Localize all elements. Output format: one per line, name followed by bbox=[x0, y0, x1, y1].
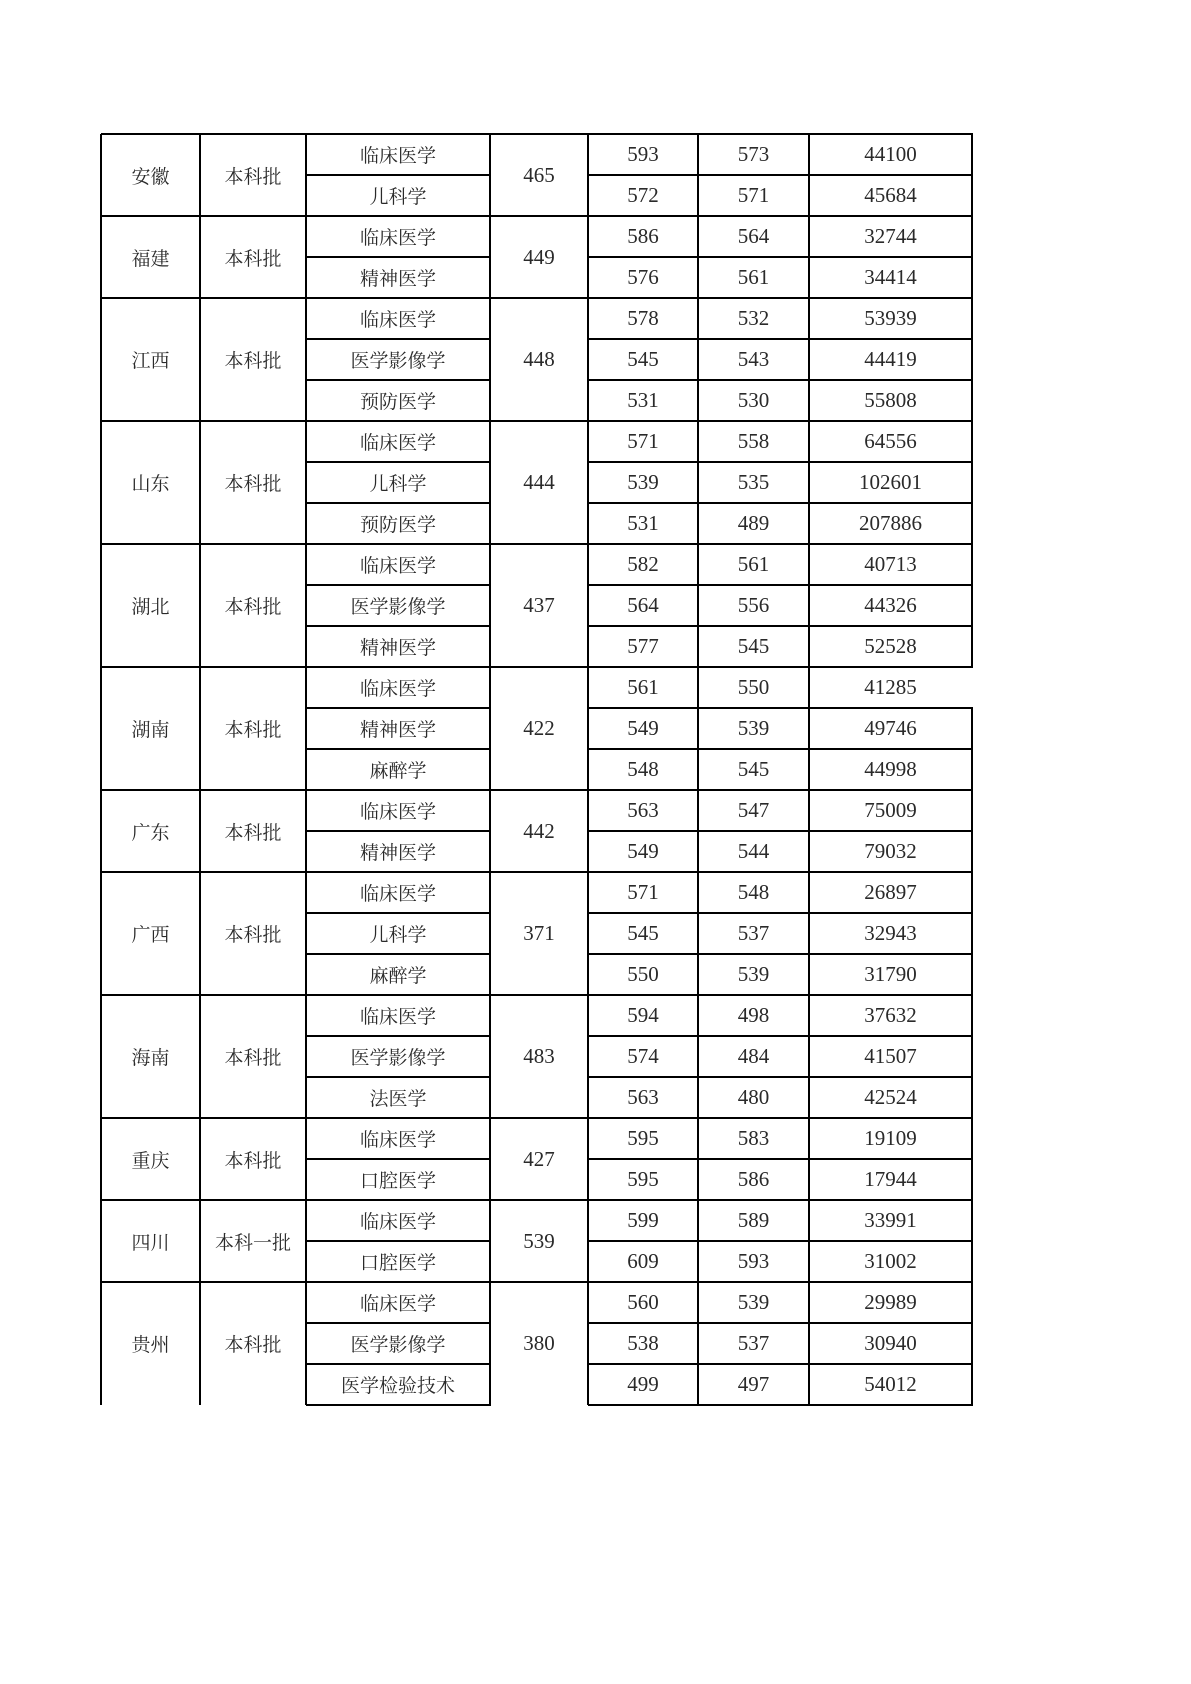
column-border bbox=[808, 667, 810, 790]
min-rank-cell: 31002 bbox=[864, 1249, 917, 1273]
min-score-cell: 545 bbox=[737, 757, 770, 781]
min-score-cell: 530 bbox=[737, 388, 770, 412]
column-border bbox=[489, 872, 491, 995]
control-line-cell: 427 bbox=[523, 1146, 555, 1171]
major-cell: 麻醉学 bbox=[369, 965, 427, 987]
column-border bbox=[305, 1282, 307, 1405]
major-cell: 临床医学 bbox=[359, 883, 436, 905]
min-rank-cell: 79032 bbox=[864, 839, 917, 863]
column-border bbox=[199, 134, 201, 216]
batch-cell: 本科批 bbox=[224, 821, 282, 844]
column-border bbox=[199, 872, 201, 995]
column-border bbox=[587, 1118, 589, 1200]
min-rank-cell: 45684 bbox=[864, 183, 917, 207]
column-border bbox=[100, 872, 102, 995]
max-score-cell: 561 bbox=[627, 675, 659, 699]
major-cell: 临床医学 bbox=[359, 432, 436, 454]
column-border bbox=[587, 134, 589, 216]
major-cell: 精神医学 bbox=[359, 637, 436, 659]
max-score-cell: 563 bbox=[627, 1085, 659, 1109]
column-border bbox=[587, 872, 589, 995]
min-score-cell: 561 bbox=[737, 552, 770, 576]
column-border bbox=[697, 216, 699, 298]
right-border bbox=[971, 872, 973, 995]
major-cell: 医学影像学 bbox=[350, 350, 446, 372]
row-separator bbox=[306, 1404, 491, 1406]
major-cell: 医学影像学 bbox=[350, 1047, 446, 1069]
min-rank-cell: 29989 bbox=[864, 1290, 917, 1314]
min-score-cell: 498 bbox=[737, 1003, 770, 1027]
major-cell: 口腔医学 bbox=[359, 1252, 436, 1274]
column-border bbox=[587, 298, 589, 421]
column-border bbox=[489, 1200, 491, 1282]
column-border bbox=[697, 667, 699, 790]
control-line-cell: 539 bbox=[523, 1228, 555, 1253]
column-border bbox=[199, 1200, 201, 1282]
control-line-cell: 444 bbox=[523, 470, 555, 494]
column-border bbox=[808, 1200, 810, 1282]
control-line-cell: 483 bbox=[523, 1044, 555, 1068]
min-rank-cell: 75009 bbox=[864, 798, 917, 822]
control-line-cell: 465 bbox=[523, 162, 555, 187]
right-border bbox=[971, 995, 973, 1118]
column-border bbox=[100, 1282, 102, 1405]
province-cell: 广西 bbox=[131, 924, 170, 946]
column-border bbox=[697, 298, 699, 421]
column-border bbox=[697, 134, 699, 216]
column-border bbox=[489, 1282, 491, 1405]
column-border bbox=[199, 1118, 201, 1200]
column-border bbox=[305, 1118, 307, 1200]
major-cell: 临床医学 bbox=[359, 1129, 436, 1151]
column-border bbox=[305, 216, 307, 298]
province-cell: 湖南 bbox=[131, 719, 170, 741]
min-score-cell: 593 bbox=[737, 1249, 770, 1273]
column-border bbox=[199, 1282, 201, 1405]
min-rank-cell: 30940 bbox=[864, 1331, 917, 1355]
column-border bbox=[808, 134, 810, 216]
major-cell: 医学影像学 bbox=[350, 596, 446, 618]
min-score-cell: 539 bbox=[737, 1290, 770, 1314]
column-border bbox=[489, 667, 491, 790]
column-border bbox=[489, 216, 491, 298]
major-cell: 临床医学 bbox=[359, 1293, 436, 1315]
province-cell: 福建 bbox=[131, 247, 170, 270]
min-score-cell: 547 bbox=[737, 798, 770, 822]
column-border bbox=[305, 995, 307, 1118]
major-cell: 临床医学 bbox=[359, 145, 436, 167]
right-border bbox=[971, 1118, 973, 1200]
column-border bbox=[697, 1200, 699, 1282]
column-border bbox=[808, 995, 810, 1118]
major-cell: 临床医学 bbox=[359, 227, 436, 249]
min-rank-cell: 207886 bbox=[859, 511, 922, 535]
column-border bbox=[587, 1282, 589, 1405]
min-rank-cell: 26897 bbox=[864, 880, 917, 904]
column-border bbox=[305, 872, 307, 995]
major-cell: 儿科学 bbox=[369, 473, 427, 495]
column-border bbox=[808, 298, 810, 421]
major-cell: 临床医学 bbox=[359, 678, 436, 700]
max-score-cell: 571 bbox=[627, 429, 659, 453]
max-score-cell: 549 bbox=[627, 839, 659, 863]
major-cell: 精神医学 bbox=[359, 719, 436, 741]
column-border bbox=[587, 790, 589, 872]
batch-cell: 本科批 bbox=[224, 1149, 282, 1172]
major-cell: 儿科学 bbox=[369, 186, 427, 208]
max-score-cell: 582 bbox=[627, 552, 659, 576]
column-border bbox=[100, 790, 102, 872]
max-score-cell: 609 bbox=[627, 1249, 659, 1273]
max-score-cell: 577 bbox=[627, 634, 659, 658]
min-score-cell: 573 bbox=[737, 142, 770, 166]
batch-cell: 本科批 bbox=[224, 247, 282, 270]
min-score-cell: 558 bbox=[737, 429, 770, 453]
row-separator bbox=[588, 1404, 973, 1406]
control-line-cell: 449 bbox=[523, 244, 555, 269]
min-rank-cell: 37632 bbox=[864, 1003, 917, 1027]
max-score-cell: 531 bbox=[627, 511, 659, 535]
column-border bbox=[808, 1282, 810, 1405]
max-score-cell: 595 bbox=[627, 1126, 659, 1150]
max-score-cell: 574 bbox=[627, 1044, 659, 1068]
province-cell: 广东 bbox=[131, 821, 170, 844]
max-score-cell: 545 bbox=[627, 921, 659, 945]
max-score-cell: 560 bbox=[627, 1290, 659, 1314]
column-border bbox=[100, 995, 102, 1118]
control-line-cell: 442 bbox=[523, 818, 555, 843]
column-border bbox=[305, 298, 307, 421]
column-border bbox=[697, 790, 699, 872]
right-border bbox=[971, 708, 973, 790]
batch-cell: 本科批 bbox=[224, 473, 282, 495]
min-rank-cell: 44100 bbox=[864, 142, 917, 166]
column-border bbox=[305, 134, 307, 216]
column-border bbox=[587, 544, 589, 667]
major-cell: 临床医学 bbox=[359, 801, 436, 823]
column-border bbox=[305, 790, 307, 872]
column-border bbox=[697, 995, 699, 1118]
batch-cell: 本科批 bbox=[224, 165, 282, 188]
column-border bbox=[199, 667, 201, 790]
column-border bbox=[489, 1118, 491, 1200]
column-border bbox=[100, 134, 102, 216]
batch-cell: 本科批 bbox=[224, 924, 282, 946]
column-border bbox=[697, 421, 699, 544]
major-cell: 儿科学 bbox=[369, 924, 427, 946]
control-line-cell: 422 bbox=[523, 716, 555, 740]
province-cell: 湖北 bbox=[131, 596, 170, 618]
major-cell: 预防医学 bbox=[359, 391, 436, 413]
column-border bbox=[305, 544, 307, 667]
min-rank-cell: 102601 bbox=[859, 470, 922, 494]
major-cell: 精神医学 bbox=[359, 268, 436, 290]
column-border bbox=[587, 995, 589, 1118]
min-score-cell: 539 bbox=[737, 962, 770, 986]
province-cell: 江西 bbox=[131, 350, 170, 372]
major-cell: 精神医学 bbox=[359, 842, 436, 864]
column-border bbox=[808, 216, 810, 298]
column-border bbox=[489, 790, 491, 872]
right-border bbox=[971, 1200, 973, 1282]
max-score-cell: 539 bbox=[627, 470, 659, 494]
column-border bbox=[305, 421, 307, 544]
min-score-cell: 535 bbox=[737, 470, 770, 494]
max-score-cell: 594 bbox=[627, 1003, 659, 1027]
batch-cell: 本科批 bbox=[224, 719, 282, 741]
max-score-cell: 571 bbox=[627, 880, 659, 904]
min-rank-cell: 34414 bbox=[864, 265, 917, 289]
right-border bbox=[971, 216, 973, 298]
column-border bbox=[100, 421, 102, 544]
column-border bbox=[489, 421, 491, 544]
column-border bbox=[808, 790, 810, 872]
column-border bbox=[587, 421, 589, 544]
min-rank-cell: 41507 bbox=[864, 1044, 917, 1068]
min-score-cell: 571 bbox=[737, 183, 770, 207]
control-line-cell: 371 bbox=[523, 921, 555, 945]
column-border bbox=[587, 1200, 589, 1282]
major-cell: 医学检验技术 bbox=[340, 1375, 455, 1397]
column-border bbox=[199, 790, 201, 872]
column-border bbox=[199, 216, 201, 298]
min-rank-cell: 17944 bbox=[864, 1167, 917, 1191]
min-rank-cell: 19109 bbox=[864, 1126, 917, 1150]
major-cell: 临床医学 bbox=[359, 555, 436, 577]
control-line-cell: 380 bbox=[523, 1331, 555, 1355]
right-border bbox=[971, 1282, 973, 1405]
column-border bbox=[808, 872, 810, 995]
right-border bbox=[971, 421, 973, 544]
province-cell: 山东 bbox=[131, 473, 170, 495]
min-rank-cell: 33991 bbox=[864, 1208, 917, 1232]
max-score-cell: 595 bbox=[627, 1167, 659, 1191]
column-border bbox=[100, 298, 102, 421]
min-score-cell: 543 bbox=[737, 347, 770, 371]
min-score-cell: 548 bbox=[737, 880, 770, 904]
min-rank-cell: 40713 bbox=[864, 552, 917, 576]
max-score-cell: 545 bbox=[627, 347, 659, 371]
min-rank-cell: 49746 bbox=[864, 716, 917, 740]
max-score-cell: 599 bbox=[627, 1208, 659, 1232]
control-line-cell: 437 bbox=[523, 593, 555, 617]
min-score-cell: 564 bbox=[737, 224, 770, 248]
min-rank-cell: 42524 bbox=[864, 1085, 917, 1109]
major-cell: 临床医学 bbox=[359, 309, 436, 331]
min-score-cell: 497 bbox=[737, 1372, 770, 1396]
province-cell: 四川 bbox=[131, 1231, 170, 1254]
right-border bbox=[971, 544, 973, 667]
min-rank-cell: 44419 bbox=[864, 347, 917, 371]
column-border bbox=[697, 1118, 699, 1200]
column-border bbox=[697, 872, 699, 995]
column-border bbox=[100, 216, 102, 298]
batch-cell: 本科批 bbox=[224, 596, 282, 618]
min-score-cell: 484 bbox=[737, 1044, 770, 1068]
column-border bbox=[587, 667, 589, 790]
column-border bbox=[489, 544, 491, 667]
right-border bbox=[971, 298, 973, 421]
right-border bbox=[971, 134, 973, 216]
column-border bbox=[100, 1118, 102, 1200]
column-border bbox=[489, 995, 491, 1118]
min-score-cell: 589 bbox=[737, 1208, 770, 1232]
max-score-cell: 499 bbox=[627, 1372, 659, 1396]
min-rank-cell: 55808 bbox=[864, 388, 917, 412]
max-score-cell: 548 bbox=[627, 757, 659, 781]
column-border bbox=[100, 544, 102, 667]
max-score-cell: 576 bbox=[627, 265, 659, 289]
column-border bbox=[697, 544, 699, 667]
max-score-cell: 563 bbox=[627, 798, 659, 822]
min-rank-cell: 41285 bbox=[864, 675, 917, 699]
min-score-cell: 480 bbox=[737, 1085, 770, 1109]
column-border bbox=[697, 1282, 699, 1405]
batch-cell: 本科批 bbox=[224, 1334, 282, 1356]
max-score-cell: 549 bbox=[627, 716, 659, 740]
control-line-cell: 448 bbox=[523, 347, 555, 371]
column-border bbox=[199, 421, 201, 544]
column-border bbox=[305, 1200, 307, 1282]
min-rank-cell: 64556 bbox=[864, 429, 917, 453]
min-score-cell: 583 bbox=[737, 1126, 770, 1150]
min-score-cell: 561 bbox=[737, 265, 770, 289]
column-border bbox=[489, 298, 491, 421]
min-score-cell: 544 bbox=[737, 839, 770, 863]
column-border bbox=[587, 216, 589, 298]
column-border bbox=[808, 421, 810, 544]
min-score-cell: 537 bbox=[737, 921, 770, 945]
min-rank-cell: 44326 bbox=[864, 593, 917, 617]
province-cell: 重庆 bbox=[131, 1149, 170, 1172]
max-score-cell: 586 bbox=[627, 224, 659, 248]
major-cell: 临床医学 bbox=[359, 1211, 436, 1233]
column-border bbox=[199, 995, 201, 1118]
major-cell: 法医学 bbox=[369, 1088, 427, 1110]
max-score-cell: 531 bbox=[627, 388, 659, 412]
column-border bbox=[305, 667, 307, 790]
max-score-cell: 564 bbox=[627, 593, 659, 617]
min-score-cell: 539 bbox=[737, 716, 770, 740]
max-score-cell: 578 bbox=[627, 306, 659, 330]
max-score-cell: 572 bbox=[627, 183, 659, 207]
major-cell: 医学影像学 bbox=[350, 1334, 446, 1356]
min-score-cell: 537 bbox=[737, 1331, 770, 1355]
min-score-cell: 586 bbox=[737, 1167, 770, 1191]
province-cell: 贵州 bbox=[131, 1334, 170, 1356]
major-cell: 预防医学 bbox=[359, 514, 436, 536]
min-rank-cell: 31790 bbox=[864, 962, 917, 986]
batch-cell: 本科批 bbox=[224, 350, 282, 372]
column-border bbox=[199, 298, 201, 421]
column-border bbox=[808, 1118, 810, 1200]
min-score-cell: 550 bbox=[737, 675, 770, 699]
min-score-cell: 545 bbox=[737, 634, 770, 658]
column-border bbox=[199, 544, 201, 667]
province-cell: 海南 bbox=[131, 1047, 170, 1069]
max-score-cell: 538 bbox=[627, 1331, 659, 1355]
major-cell: 口腔医学 bbox=[359, 1170, 436, 1192]
column-border bbox=[489, 134, 491, 216]
batch-cell: 本科一批 bbox=[214, 1231, 291, 1254]
column-border bbox=[100, 667, 102, 790]
min-score-cell: 532 bbox=[737, 306, 770, 330]
column-border bbox=[808, 544, 810, 667]
province-cell: 安徽 bbox=[131, 165, 170, 188]
column-border bbox=[100, 1200, 102, 1282]
min-rank-cell: 32744 bbox=[864, 224, 917, 248]
min-score-cell: 556 bbox=[737, 593, 770, 617]
major-cell: 麻醉学 bbox=[369, 760, 427, 782]
min-rank-cell: 54012 bbox=[864, 1372, 917, 1396]
min-score-cell: 489 bbox=[737, 511, 770, 535]
max-score-cell: 550 bbox=[627, 962, 659, 986]
max-score-cell: 593 bbox=[627, 142, 659, 166]
major-cell: 临床医学 bbox=[359, 1006, 436, 1028]
min-rank-cell: 52528 bbox=[864, 634, 917, 658]
min-rank-cell: 44998 bbox=[864, 757, 917, 781]
batch-cell: 本科批 bbox=[224, 1047, 282, 1069]
min-rank-cell: 53939 bbox=[864, 306, 917, 330]
min-rank-cell: 32943 bbox=[864, 921, 917, 945]
right-border bbox=[971, 790, 973, 872]
